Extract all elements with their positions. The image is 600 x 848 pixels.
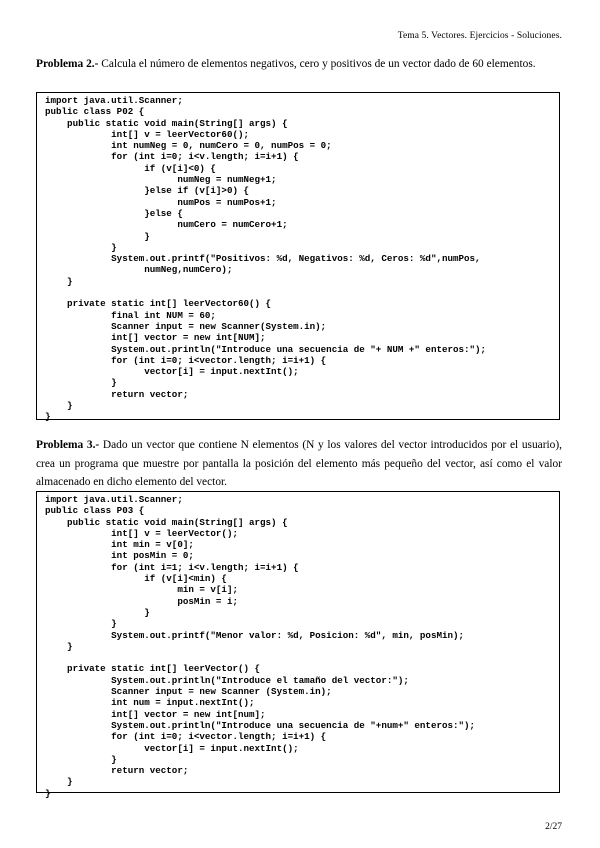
problem-2-statement [36,55,562,74]
running-header: Tema 5. Vectores. Ejercicios - Soluciones. [397,31,562,41]
problem-3-code-box [36,491,560,799]
problem-2-code-box [36,92,560,423]
problem-3-code: import java.util.Scanner; public class P03 { public static void main(String[] args) { int[] v = leerVector(); int min = v[0]; int posMin = 0; for (int i=1; i<v.length; i=i+1) { if (v[i]<min) { min = v[i]; posMin = i; } } System.out.printf("Menor valor: %d, Posicion: %d", min, posMin); } private static int[] leerVector() { System.out.println("Introduce el tamaño del vector:"); Scanner input = new Scanner (System.in); int num = input.nextInt(); int[] vector = new int[num]; System.out.println("Introduce una secuencia de "+num+" enteros:"); for (int i=0; i<vector.length; i=i+1) { vector[i] = input.nextInt(); } return vector; } } [45,494,476,799]
problem-3-title: Problema 3.- [36,439,100,451]
problem-3-statement [36,436,562,492]
page-number: 2/27 [545,822,562,832]
problem-2-code: import java.util.Scanner; public class P02 { public static void main(String[] args) { int[] v = leerVector60(); int numNeg = 0, numCero = 0, numPos = 0; for (int i=0; i<v.length; i=i+1) { if (v[i]<0) { numNeg = numNeg+1; }else if (v[i]>0) { numPos = numPos+1; }else { numCero = numCero+1; } } System.out.printf("Positivos: %d, Negativos: %d, Ceros: %d",numPos, numNeg,numCero); } private static int[] leerVector60() { final int NUM = 60; Scanner input = new Scanner(System.in); int[] vector = new int[NUM]; System.out.println("Introduce una secuencia de "+ NUM +" enteros:"); for (int i=0; i<vector.length; i=i+1) { vector[i] = input.nextInt(); } return vector; } } [45,95,487,423]
problem-2-text: Calcula el número de elementos negativos, cero y positivos de un vector dado de 60 elementos. [101,58,536,70]
problem-2-title: Problema 2.- [36,58,99,70]
problem-3-text: Dado un vector que contiene N elementos (N y los valores del vector introducidos por el usuario), crea un programa que muestre por pantalla la posición del elemento más pequeño del vector, así como el valor almacenado en dicho elemento del vector. [36,439,562,488]
